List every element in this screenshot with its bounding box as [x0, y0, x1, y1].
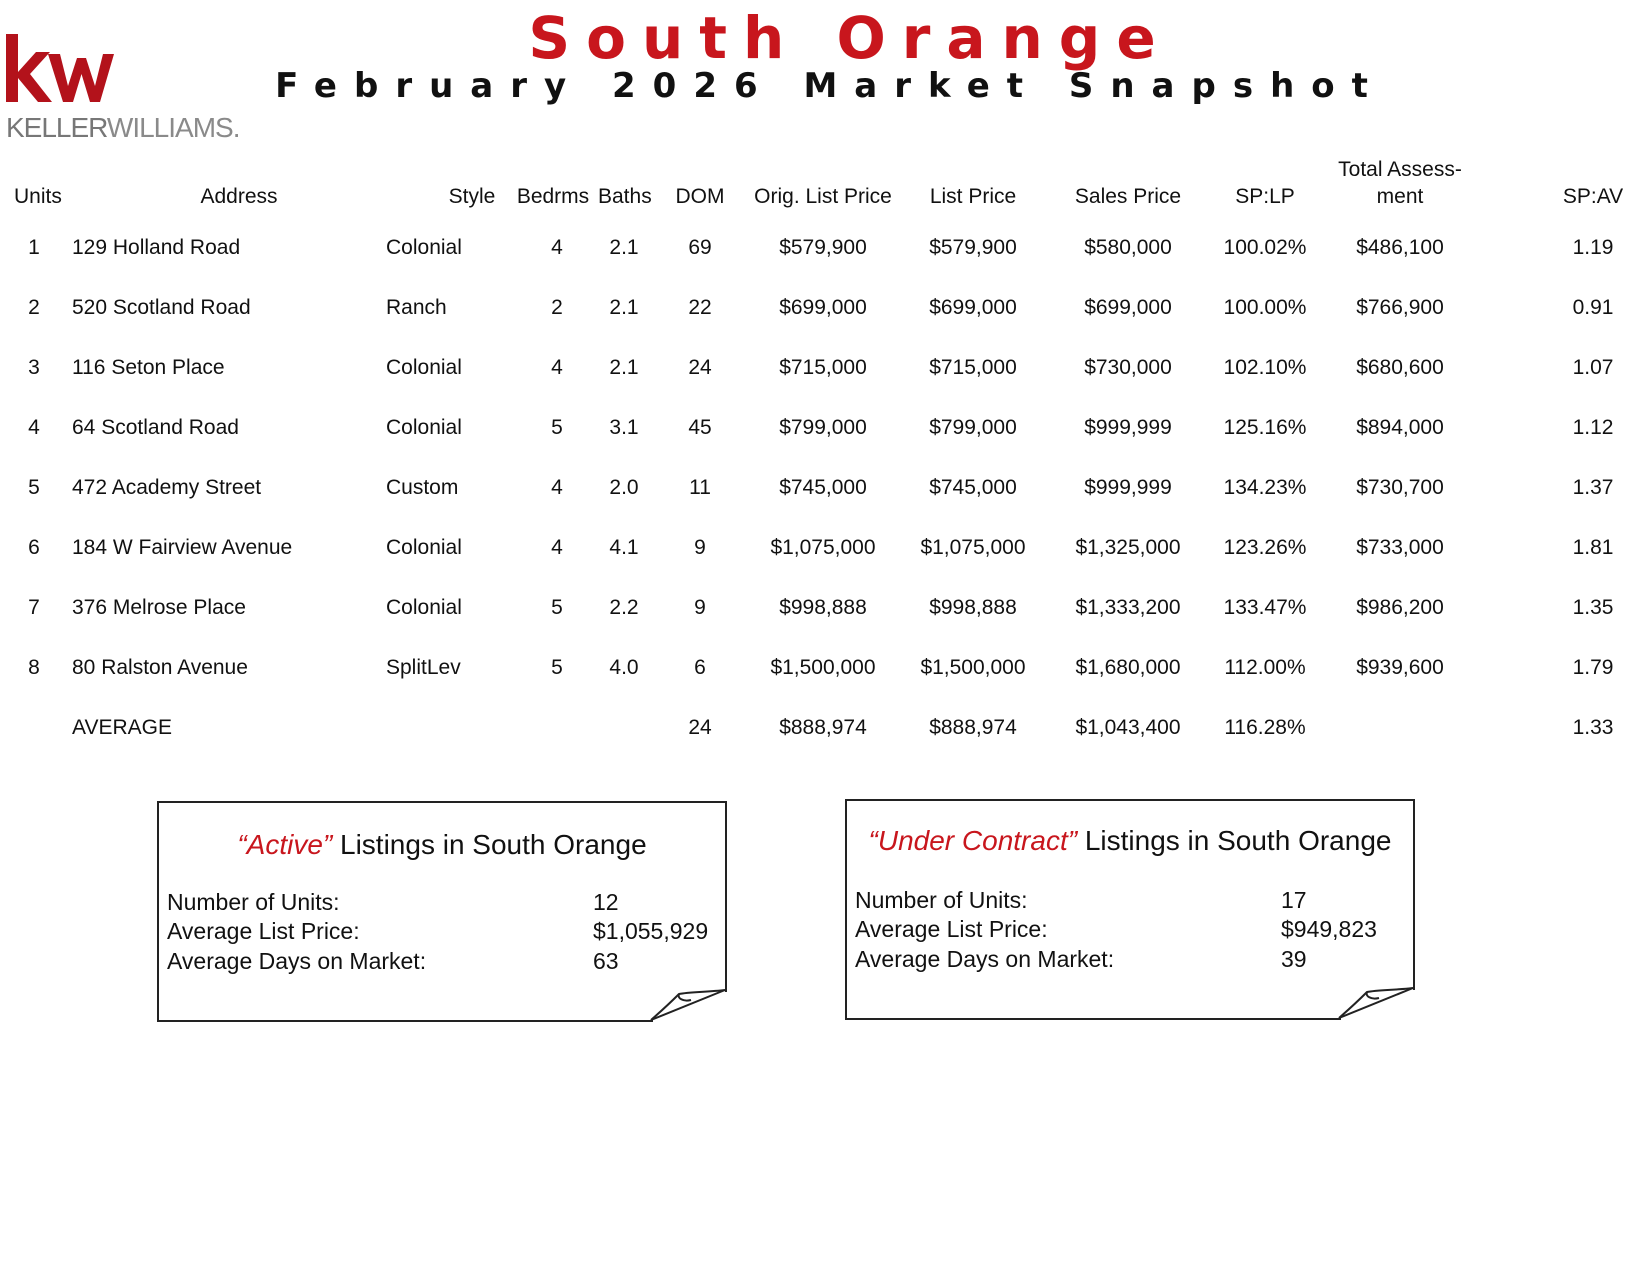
row-list-price: $998,888: [929, 596, 1017, 619]
row-style: Custom: [386, 476, 459, 499]
row-sales-price: $730,000: [1084, 356, 1172, 379]
table-row: [6, 338, 1646, 398]
table-row: [6, 458, 1646, 518]
header-dom: DOM: [675, 185, 725, 208]
row-sp-av: 1.07: [1572, 356, 1614, 379]
row-total-assessment: $894,000: [1356, 416, 1444, 439]
avg-sp-lp: 116.28%: [1224, 716, 1306, 739]
under-contract-dom-value: 39: [1281, 946, 1307, 972]
row-sales-price: $1,333,200: [1075, 596, 1181, 619]
row-unit: 2: [28, 296, 40, 319]
row-sp-av: 0.91: [1572, 296, 1614, 319]
row-total-assessment: $486,100: [1356, 236, 1444, 259]
page-curl-icon: [649, 988, 727, 1022]
header-total-assessment: Total Assess- ment: [1338, 158, 1462, 208]
header-bedrms: Bedrms: [516, 185, 590, 208]
header-baths: Baths: [598, 185, 652, 208]
table-row: [6, 398, 1646, 458]
row-total-assessment: $939,600: [1356, 656, 1444, 679]
active-listings-card: [157, 801, 727, 1022]
row-orig-list-price: $799,000: [779, 416, 867, 439]
under-contract-card-title: “Under Contract” Listings in South Orange: [868, 825, 1392, 856]
row-sales-price: $1,680,000: [1075, 656, 1181, 679]
header-units: Units: [14, 185, 62, 208]
table-average-row: [6, 698, 1646, 758]
row-address: 129 Holland Road: [72, 236, 241, 259]
under-contract-units-value: 17: [1281, 887, 1307, 913]
row-total-assessment: $730,700: [1356, 476, 1444, 499]
under-contract-dom-label: Average Days on Market:: [855, 946, 1115, 972]
row-sp-av: 1.37: [1572, 476, 1614, 499]
row-list-price: $799,000: [929, 416, 1017, 439]
row-baths: 2.1: [609, 356, 639, 379]
avg-dom: 24: [688, 716, 712, 739]
row-sp-av: 1.35: [1572, 596, 1614, 619]
row-list-price: $579,900: [929, 236, 1017, 259]
row-total-assessment: $733,000: [1356, 536, 1444, 559]
row-bedrms: 5: [551, 596, 563, 619]
row-bedrms: 2: [551, 296, 563, 319]
table-row: [6, 218, 1646, 278]
row-style: Ranch: [386, 296, 447, 319]
row-unit: 4: [28, 416, 40, 439]
row-total-assessment: $986,200: [1356, 596, 1444, 619]
avg-label: AVERAGE: [72, 716, 172, 739]
row-bedrms: 4: [551, 356, 563, 379]
active-dom-value: 63: [593, 948, 619, 974]
row-baths: 2.0: [609, 476, 639, 499]
page-curl-icon: [1337, 986, 1415, 1020]
row-address: 520 Scotland Road: [72, 296, 251, 319]
active-card-title: “Active” Listings in South Orange: [237, 829, 647, 860]
header-list-price: List Price: [929, 185, 1017, 208]
header-sp-av: SP:AV: [1562, 185, 1624, 208]
row-dom: 69: [688, 236, 712, 259]
row-sp-lp: 125.16%: [1223, 416, 1307, 439]
row-unit: 6: [28, 536, 40, 559]
row-style: SplitLev: [386, 656, 461, 679]
active-price-label: Average List Price:: [167, 918, 360, 944]
active-units-value: 12: [593, 889, 619, 915]
avg-sp-av: 1.33: [1572, 716, 1614, 739]
avg-unit: [6, 698, 72, 758]
active-dom-label: Average Days on Market:: [167, 948, 427, 974]
table-row: [6, 578, 1646, 638]
row-bedrms: 4: [551, 476, 563, 499]
active-price-value: $1,055,929: [593, 918, 709, 944]
row-address: 184 W Fairview Avenue: [72, 536, 293, 559]
row-sales-price: $1,325,000: [1075, 536, 1181, 559]
keller-williams-logo: [2, 34, 242, 149]
logo-wordmark: KELLERWILLIAMS.: [6, 112, 240, 143]
row-dom: 9: [694, 596, 706, 619]
avg-baths: [590, 698, 650, 758]
row-sales-price: $999,999: [1084, 476, 1172, 499]
row-address: 80 Ralston Avenue: [72, 656, 248, 679]
table-row: [6, 518, 1646, 578]
row-unit: 7: [28, 596, 40, 619]
row-bedrms: 5: [551, 656, 563, 679]
under-contract-units-label: Number of Units:: [855, 887, 1028, 913]
row-sales-price: $999,999: [1084, 416, 1172, 439]
row-bedrms: 4: [551, 536, 563, 559]
under-contract-price-label: Average List Price:: [855, 916, 1048, 942]
row-baths: 2.1: [609, 236, 639, 259]
row-baths: 4.1: [609, 536, 639, 559]
header-address: Address: [200, 185, 278, 208]
row-unit: 5: [28, 476, 40, 499]
row-dom: 11: [689, 476, 711, 499]
row-sales-price: $699,000: [1084, 296, 1172, 319]
under-contract-price-value: $949,823: [1281, 916, 1377, 942]
row-dom: 45: [688, 416, 712, 439]
avg-list-price: $888,974: [929, 716, 1017, 739]
avg-style: [386, 698, 498, 758]
row-sp-lp: 100.02%: [1223, 236, 1307, 259]
row-list-price: $1,500,000: [920, 656, 1026, 679]
row-style: Colonial: [386, 596, 462, 619]
row-orig-list-price: $579,900: [779, 236, 867, 259]
row-baths: 3.1: [609, 416, 639, 439]
row-address: 472 Academy Street: [72, 476, 262, 499]
row-orig-list-price: $699,000: [779, 296, 867, 319]
header-sales-price: Sales Price: [1074, 185, 1182, 208]
table-row: [6, 638, 1646, 698]
row-sales-price: $580,000: [1084, 236, 1172, 259]
row-sp-lp: 102.10%: [1223, 356, 1307, 379]
row-dom: 22: [688, 296, 712, 319]
row-total-assessment: $680,600: [1356, 356, 1444, 379]
row-baths: 2.2: [609, 596, 639, 619]
row-unit: 3: [28, 356, 40, 379]
row-sp-lp: 133.47%: [1223, 596, 1307, 619]
row-dom: 6: [694, 656, 706, 679]
row-sp-av: 1.81: [1572, 536, 1614, 559]
sales-table: [6, 150, 1646, 758]
row-sp-lp: 112.00%: [1224, 656, 1306, 679]
row-list-price: $699,000: [929, 296, 1017, 319]
row-list-price: $715,000: [929, 356, 1017, 379]
table-header-row: [6, 150, 1646, 218]
page-title: South Orange: [528, 4, 1172, 72]
avg-sales-price: $1,043,400: [1075, 716, 1181, 739]
row-style: Colonial: [386, 416, 462, 439]
row-sp-lp: 134.23%: [1223, 476, 1307, 499]
row-unit: 8: [28, 656, 40, 679]
row-sp-lp: 100.00%: [1223, 296, 1307, 319]
row-sp-av: 1.19: [1572, 236, 1614, 259]
row-dom: 24: [688, 356, 712, 379]
row-orig-list-price: $1,075,000: [770, 536, 876, 559]
header-sp-lp: SP:LP: [1235, 185, 1295, 208]
row-sp-av: 1.12: [1572, 416, 1614, 439]
row-style: Colonial: [386, 356, 462, 379]
header-style: Style: [448, 185, 496, 208]
row-orig-list-price: $1,500,000: [770, 656, 876, 679]
row-total-assessment: $766,900: [1356, 296, 1444, 319]
avg-bedrms: [498, 698, 590, 758]
row-bedrms: 5: [551, 416, 563, 439]
table-body: [6, 218, 1646, 758]
header-orig-list-price: Orig. List Price: [754, 185, 892, 208]
avg-total-assessment: [1324, 698, 1476, 758]
row-orig-list-price: $998,888: [779, 596, 867, 619]
kw-logo-mark: [2, 34, 117, 114]
row-baths: 2.1: [609, 296, 639, 319]
page-subtitle: February 2026 Market Snapshot: [275, 66, 1385, 106]
row-style: Colonial: [386, 536, 462, 559]
active-units-label: Number of Units:: [167, 889, 340, 915]
row-bedrms: 4: [551, 236, 563, 259]
row-orig-list-price: $745,000: [779, 476, 867, 499]
row-address: 64 Scotland Road: [72, 416, 239, 439]
row-baths: 4.0: [609, 656, 639, 679]
table-row: [6, 278, 1646, 338]
row-address: 376 Melrose Place: [72, 596, 246, 619]
row-list-price: $1,075,000: [920, 536, 1026, 559]
row-orig-list-price: $715,000: [779, 356, 867, 379]
row-unit: 1: [28, 236, 40, 259]
row-sp-av: 1.79: [1572, 656, 1614, 679]
row-sp-lp: 123.26%: [1223, 536, 1307, 559]
row-dom: 9: [694, 536, 706, 559]
avg-orig-list-price: $888,974: [779, 716, 867, 739]
row-list-price: $745,000: [929, 476, 1017, 499]
under-contract-listings-card: [845, 799, 1415, 1020]
row-style: Colonial: [386, 236, 462, 259]
row-address: 116 Seton Place: [72, 356, 225, 379]
